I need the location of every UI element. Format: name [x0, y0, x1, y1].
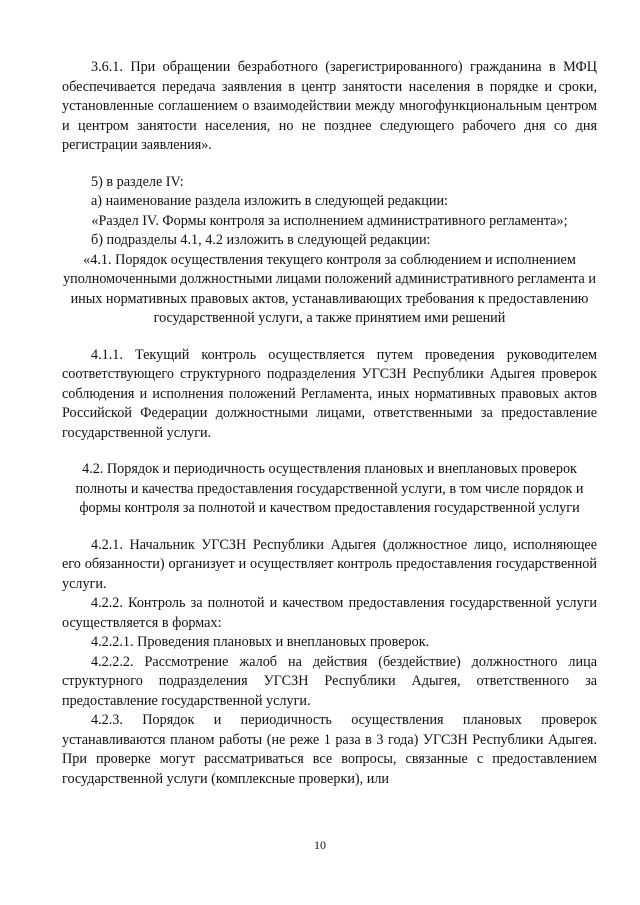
page-number: 10	[314, 838, 326, 852]
paragraph-4-1-1: 4.1.1. Текущий контроль осуществляется путем проведения руководителем соответствующего структурного подразделения УГСЗН Республики Адыгея проверок соблюдения и исполнения положений Регламента, иных нормативных правовых актов Российской Федерации должностными лицами, ответственными за предоставление государственной услуги.	[62, 346, 597, 441]
item-5a: а) наименование раздела изложить в следующей редакции:	[91, 193, 448, 209]
spacer	[62, 329, 597, 346]
spacer	[62, 443, 597, 460]
spacer	[62, 519, 597, 536]
item-5: 5) в разделе IV:	[91, 173, 184, 190]
heading-4-2: 4.2. Порядок и периодичность осуществления плановых и внеплановых проверок полноты и качества предоставления государственной услуги, в том числе порядок и формы контроля за полнотой и качеством предоставления государственной услуги	[75, 461, 584, 516]
paragraph-3-6-1: 3.6.1. При обращении безработного (зарегистрированного) гражданина в МФЦ обеспечивается передача заявления в центр занятости населения в порядке и сроки, установленные соглашением о взаимодействии между многофункциональным центром и центром занятости населения, но не позднее следующего рабочего дня со дня регистрации заявления».	[62, 59, 597, 153]
paragraph-4-2-3: 4.2.3. Порядок и периодичность осуществления плановых проверок устанавливаются планом работы (не реже 1 раза в 3 года) УГСЗН Республики Адыгея. При проверке могут рассматриваться все вопросы, связанные с предоставлением государственной услуги (комплексные проверки), или	[62, 712, 597, 787]
paragraph-4-2-2-2: 4.2.2.2. Рассмотрение жалоб на действия (бездействие) должностного лица структурного подразделения УГСЗН Республики Адыгея, ответственного за предоставление государственной услуги.	[62, 653, 597, 709]
paragraph-4-2-1: 4.2.1. Начальник УГСЗН Республики Адыгея (должностное лицо, исполняющее его обязанности) организует и осуществляет контроль предоставления государственной услуги.	[62, 536, 597, 592]
spacer	[62, 156, 597, 173]
item-5b: б) подразделы 4.1, 4.2 изложить в следующей редакции:	[91, 232, 431, 248]
document-page	[62, 58, 597, 789]
heading-4-1: «4.1. Порядок осуществления текущего контроля за соблюдением и исполнением уполномоченными должностными лицами положений административного регламента и иных нормативных правовых актов, устанавливающих требования к предоставлению государственной услуги, а также принятием ими решений	[63, 251, 596, 326]
paragraph-4-2-2: 4.2.2. Контроль за полнотой и качеством предоставления государственной услуги осуществляется в формах:	[62, 595, 597, 631]
paragraph-4-2-2-1: 4.2.2.1. Проведения плановых и внеплановых проверок.	[91, 634, 430, 650]
section-iv-title: «Раздел IV. Формы контроля за исполнением административного регламента»;	[91, 212, 568, 229]
